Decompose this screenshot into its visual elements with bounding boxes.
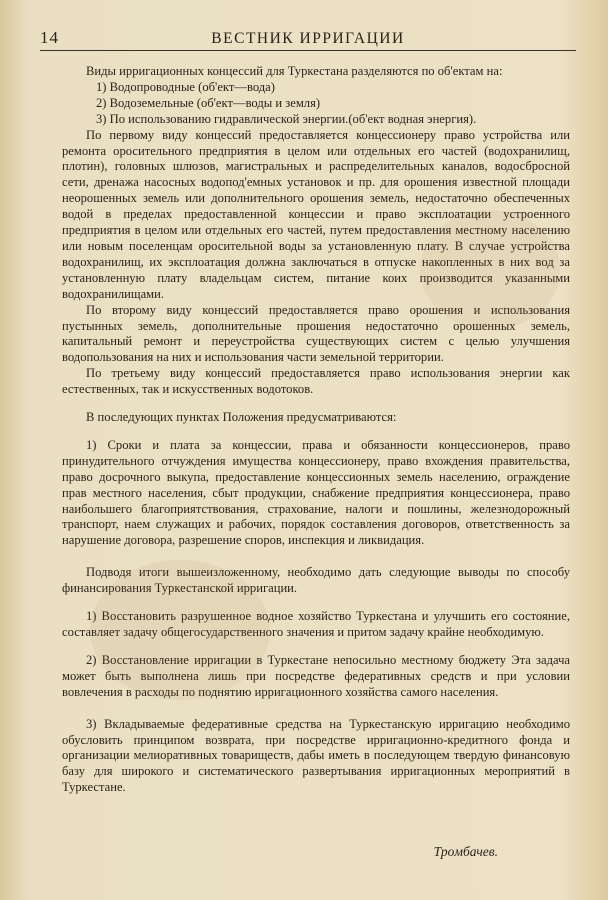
paragraph: По второму виду концессий предоставляется право орошения и использования пустынных земель, дополнительные прошения недостаточно орошенных земель, капитальный ремонт и переустройства существующих систем с целью улучшения водопользования на них и использования части земельной территории.	[62, 302, 570, 365]
paragraph: 2) Водоземельные (об'ект—воды и земля)	[96, 95, 321, 110]
page-number: 14	[40, 28, 59, 47]
paragraph: 3) По использованию гидравлической энергии.(об'ект водная энергия).	[96, 111, 477, 126]
page-header	[40, 28, 576, 51]
author-signature: Трoмбачев.	[433, 844, 498, 859]
paragraph: 1) Водопроводные (об'ект—вода)	[96, 79, 275, 94]
paragraph: По первому виду концессий предоставляется концессионеру право устройства или ремонта оросительного предприятия в целом или отдельных его частей (водохранилищ, плотин), головных шлюзов, магистральных и распределительных каналов, водосбросной сети, дренажа насосных водопод'емных установок и пр. для орошения известной площади неорошенных земель или дополнительного орошения земель, недостаточно обеспеченных водой в пределах предоставленной концессии и право эксплоатации устроенного предприятия в целом или отдельных его частей, путем предоставления местному населению или новым поселенцам оросительной воды за установленную плату. В случае устройства водохранилищ, их эксплоатация должна заключаться в отпуске накопленных в них вод за установленную плату владельцам систем, питание коих производится указанными водохранилищами.	[62, 127, 570, 301]
paragraph: Подводя итоги вышеизложенному, необходимо дать следующие выводы по способу финансирования Туркестанской ирригации.	[62, 565, 570, 596]
paragraph: 1) Восстановить разрушенное водное хозяйство Туркестана и улучшить его состояние, составляет задачу общегосударственного значения и притом задачу крайне необходимую.	[62, 609, 570, 639]
paragraph: 2) Восстановление ирригации в Туркестане непосильно местному бюджету Эта задача может быть выполнена лишь при посредстве федеративных средств и при условии вовлечения в расходы по поднятию ирригационного хозяйства самого населения.	[62, 652, 570, 699]
paper-stain	[420, 210, 560, 330]
running-title: ВЕСТНИК ИРРИГАЦИИ	[211, 30, 405, 47]
paragraph: 1) Сроки и плата за концессии, права и обязанности концессионеров, право принудительного отчуждения имущества концессионеру, право вхождения правительства, право досрочного выкупа, предоставление концессионных земель населению, ограждение прав местного населения, сбыт продукции, снабжение предприятия концессионера, право наибольшего благоприятствования, страхование, налоги и пошлины, железнодорожный транспорт, наем служащих и рабочих, порядок составления договоров, ответственность за нарушение договора, разрешение споров, инспекция и ликвидация.	[62, 437, 570, 548]
paragraph: 3) Вкладываемые федеративные средства на Туркестанскую ирригацию необходимо обусловить принципом возврата, при посредстве ирригационно-кредитного фонда и организации мелиоративных товариществ, дабы иметь в последующем твердую финансовую базу для широкого и систематического развертывания ирригационных мероприятий в Туркестане.	[62, 716, 570, 795]
paragraph: Виды ирригационных концессий для Туркестана разделяются по об'ектам на:	[86, 64, 503, 78]
paper-stain	[90, 560, 270, 700]
paragraph: По третьему виду концессий предоставляется право использования энергии как естественных, так и искусственных водотоков.	[62, 366, 570, 397]
paragraph: В последующих пунктах Положения предусматриваются:	[86, 410, 397, 425]
